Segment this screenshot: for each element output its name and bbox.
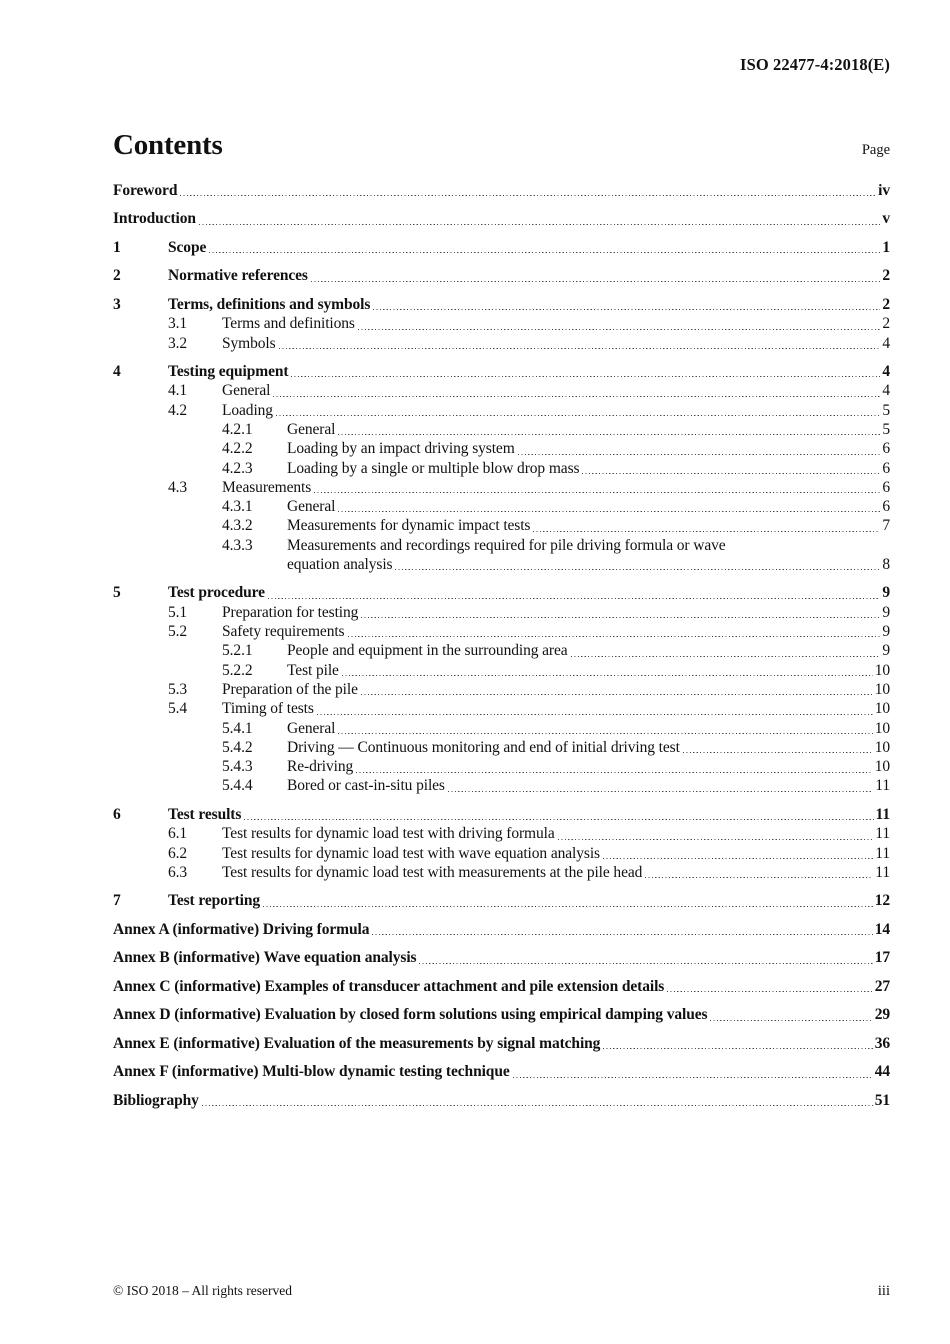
toc-page-number: 36 [874, 1034, 890, 1052]
folio-page-number: iii [877, 1283, 890, 1299]
toc-number: 5.3 [168, 680, 188, 698]
toc-number: 4.3.1 [222, 498, 253, 516]
toc-entry[interactable] [113, 738, 890, 757]
toc-entry[interactable] [113, 209, 890, 228]
toc-dotted-leader [317, 699, 873, 718]
toc-dotted-leader [358, 314, 880, 333]
toc-page-number: 6 [882, 498, 890, 516]
toc-label: Test results for dynamic load test with driving formula [222, 825, 555, 843]
toc-page-number: 4 [882, 382, 890, 400]
toc-entry[interactable] [113, 863, 890, 882]
toc-entry[interactable] [113, 1005, 890, 1024]
toc-entry[interactable] [113, 1034, 890, 1053]
toc-label-part: Annex E [113, 1034, 174, 1052]
toc-dotted-leader [273, 381, 880, 400]
toc-dotted-leader [558, 824, 874, 843]
toc-page-number: 10 [874, 758, 890, 776]
toc-entry[interactable] [113, 948, 890, 967]
toc-entry[interactable] [113, 334, 890, 353]
toc-entry[interactable] [113, 757, 890, 776]
toc-number: 5 [113, 584, 121, 602]
toc-entry[interactable] [113, 381, 890, 400]
toc-entry[interactable] [113, 478, 890, 497]
toc-dotted-leader [263, 891, 873, 910]
toc-label: Measurements [222, 478, 312, 496]
toc-number: 5.1 [168, 603, 188, 621]
toc-label: Loading by an impact driving system [287, 440, 515, 458]
toc-label: General [287, 719, 336, 737]
toc-label: General [222, 382, 271, 400]
toc-label-part: Multi-blow dynamic testing technique [262, 1063, 510, 1081]
toc-label: Test results [168, 805, 242, 823]
toc-number: 4.2 [168, 401, 188, 419]
toc-page-number: 11 [875, 863, 890, 881]
toc-label: Test results for dynamic load test with measurements at the pile head [222, 863, 643, 881]
page-footer [113, 1283, 890, 1300]
toc-label: Terms and definitions [222, 315, 355, 333]
toc-page-number: 10 [874, 738, 890, 756]
toc-entry[interactable] [113, 362, 890, 381]
toc-entry[interactable] [113, 555, 890, 574]
toc-label: Introduction [113, 210, 196, 228]
toc-number: 6.3 [168, 863, 188, 881]
toc-dotted-leader [338, 719, 872, 738]
toc-label: Test results for dynamic load test with wave equation analysis [222, 844, 600, 862]
toc-entry[interactable] [113, 891, 890, 910]
toc-label: Driving — Continuous monitoring and end of initial driving test [287, 738, 680, 756]
page-title: Contents [113, 129, 223, 161]
toc-number: 5.2 [168, 623, 188, 641]
toc-dotted-leader [348, 622, 881, 641]
toc-page-number: 9 [882, 642, 890, 660]
toc-entry[interactable] [113, 719, 890, 738]
toc-dotted-leader [373, 295, 880, 314]
toc-entry[interactable] [113, 1062, 890, 1081]
toc-number: 5.4 [168, 700, 188, 718]
toc-label-part: Examples of transducer attachment and pile extension details [264, 977, 665, 995]
toc-label-part: Evaluation of the measurements by signal matching [263, 1034, 601, 1052]
toc-number: 4.3.2 [222, 517, 253, 535]
toc-label: Terms, definitions and symbols [168, 295, 371, 313]
toc-entry[interactable] [113, 536, 890, 555]
toc-page-number: 27 [874, 977, 890, 995]
toc-page-number: 8 [882, 555, 890, 573]
toc-dotted-leader [518, 439, 881, 458]
toc-dotted-leader [279, 334, 881, 353]
toc-entry[interactable] [113, 497, 890, 516]
toc-dotted-leader [268, 583, 880, 602]
toc-dotted-leader [683, 738, 873, 757]
toc-number: 3.1 [168, 315, 188, 333]
toc-number: 5.2.2 [222, 661, 253, 679]
toc-page-number: 2 [882, 315, 890, 333]
toc-page-number: 9 [882, 584, 890, 602]
toc-entry[interactable] [113, 603, 890, 622]
toc-label: People and equipment in the surrounding area [287, 642, 568, 660]
toc-dotted-leader [338, 420, 880, 439]
toc-entry[interactable] [113, 295, 890, 314]
toc-dotted-leader [513, 1062, 873, 1081]
toc-number: 6.1 [168, 825, 188, 843]
toc-number: 7 [113, 892, 121, 910]
toc-page-number: 17 [874, 949, 890, 967]
toc-label-part: Annex D [113, 1006, 175, 1024]
toc-page-number: 11 [875, 844, 890, 862]
toc-dotted-leader [276, 401, 880, 420]
toc-dotted-leader [603, 1034, 872, 1053]
toc-dotted-leader [571, 641, 881, 660]
toc-dotted-leader [533, 516, 880, 535]
toc-number: 4.3 [168, 478, 188, 496]
toc-page-number: 2 [882, 295, 890, 313]
toc-number: 4.2.1 [222, 420, 253, 438]
toc-page-number: 2 [882, 267, 890, 285]
toc-label: Timing of tests [222, 700, 314, 718]
toc-number: 3 [113, 295, 121, 313]
toc-entry[interactable] [113, 238, 890, 257]
toc-page-number: 6 [882, 440, 890, 458]
toc-dotted-leader [582, 459, 880, 478]
toc-entry[interactable] [113, 680, 890, 699]
toc-number: 3.2 [168, 334, 188, 352]
toc-label: Safety requirements [222, 623, 345, 641]
toc-entry[interactable] [113, 776, 890, 795]
toc-label: Symbols [222, 334, 276, 352]
toc-number: 1 [113, 238, 121, 256]
toc-dotted-leader [395, 555, 880, 574]
toc-page-number: 5 [882, 401, 890, 419]
toc-entry[interactable] [113, 844, 890, 863]
toc-label: General [287, 498, 336, 516]
toc-entry[interactable] [113, 439, 890, 458]
toc-entry[interactable] [113, 401, 890, 420]
toc-page-number: 10 [874, 700, 890, 718]
toc-page-number: 10 [874, 719, 890, 737]
toc-label: Bored or cast-in-situ piles [287, 777, 445, 795]
toc-label: Preparation of the pile [222, 680, 358, 698]
toc-dotted-leader [419, 948, 872, 967]
toc-label-part: Annex F [113, 1063, 172, 1081]
toc-page-number: 10 [874, 661, 890, 679]
toc-entry[interactable] [113, 699, 890, 718]
toc-label: Loading [222, 401, 273, 419]
toc-label-part: Wave equation analysis [263, 949, 417, 967]
toc-page-number: 1 [882, 238, 890, 256]
toc-page-number: 7 [882, 517, 890, 535]
toc-page-number: 4 [882, 363, 890, 381]
toc-dotted-leader [603, 844, 873, 863]
toc-number: 5.2.1 [222, 642, 253, 660]
toc-entry[interactable] [113, 266, 890, 285]
toc-page-number: 11 [875, 825, 890, 843]
page-column-label: Page [861, 142, 890, 158]
toc-number: 5.4.2 [222, 738, 253, 756]
toc-label: Loading by a single or multiple blow drop mass [287, 459, 580, 477]
toc-label: Preparation for testing [222, 603, 359, 621]
toc-label-part: (informative) [172, 920, 263, 938]
toc-label: Foreword [113, 182, 178, 199]
toc-label-part: (informative) [174, 1006, 265, 1024]
toc-dotted-leader [448, 776, 873, 795]
toc-entry[interactable] [113, 977, 890, 996]
toc-label-part: Annex A [113, 920, 173, 938]
toc-label: Measurements for dynamic impact tests [287, 517, 531, 535]
toc-entry[interactable] [113, 824, 890, 843]
toc-label: Bibliography [113, 1091, 199, 1109]
toc-label-part: Evaluation by closed form solutions using empirical damping values [264, 1006, 708, 1024]
toc-entry[interactable] [113, 805, 890, 824]
toc-dotted-leader [361, 680, 873, 699]
toc-page-number: 11 [875, 805, 890, 823]
toc-label: Normative references [168, 267, 308, 285]
toc-entry[interactable] [113, 516, 890, 535]
toc-dotted-leader [202, 1091, 873, 1110]
toc-label-part: (informative) [174, 977, 265, 995]
toc-page-number: 12 [874, 892, 890, 910]
toc-entry[interactable] [113, 622, 890, 641]
toc-number: 5.4.4 [222, 777, 253, 795]
document-reference: ISO 22477-4:2018(E) [740, 55, 890, 74]
toc-dotted-leader [667, 977, 872, 996]
toc-page-number: 51 [874, 1091, 890, 1109]
toc-label: Test reporting [168, 892, 261, 910]
toc-page-number: 6 [882, 459, 890, 477]
toc-dotted-leader [180, 181, 876, 200]
toc-label: General [287, 420, 336, 438]
toc-entry[interactable] [113, 314, 890, 333]
toc-number: 6.2 [168, 844, 188, 862]
toc-label-part: (informative) [173, 1034, 264, 1052]
toc-page-number: 5 [882, 420, 890, 438]
toc-number: 4.2.3 [222, 459, 253, 477]
toc-number: 4 [113, 363, 121, 381]
toc-dotted-leader [342, 661, 873, 680]
toc-dotted-leader [199, 209, 880, 228]
toc-page-number: 11 [875, 777, 890, 795]
toc-number: 4.1 [168, 382, 188, 400]
toc-entry[interactable] [113, 420, 890, 439]
toc-label: equation analysis [287, 555, 393, 573]
toc-entry[interactable] [113, 1091, 890, 1110]
toc-label: Test pile [287, 661, 339, 679]
toc-label: Scope [168, 238, 207, 256]
toc-entry[interactable] [113, 583, 890, 602]
toc-dotted-leader [338, 497, 880, 516]
toc-page-number: 44 [874, 1063, 890, 1081]
toc-label-part: (informative) [171, 1063, 263, 1081]
toc-label-part: (informative) [173, 949, 264, 967]
toc-label-part: Annex B [113, 949, 174, 967]
toc-page-number: 4 [882, 334, 890, 352]
toc-number: 2 [113, 267, 121, 285]
toc-dotted-leader [645, 863, 873, 882]
toc-entry[interactable] [113, 920, 890, 939]
toc-page-number: 10 [874, 680, 890, 698]
toc-page-number: iv [878, 182, 890, 199]
toc-page-number: 14 [874, 920, 890, 938]
toc-entry[interactable] [113, 181, 890, 200]
toc-dotted-leader [356, 757, 873, 776]
toc-entry[interactable] [113, 459, 890, 478]
toc-number: 5.4.3 [222, 758, 253, 776]
toc-dotted-leader [710, 1005, 872, 1024]
toc-page-number: v [882, 210, 890, 228]
toc-dotted-leader [314, 478, 880, 497]
toc-dotted-leader [209, 238, 880, 257]
toc-dotted-leader [291, 362, 880, 381]
toc-page-number: 6 [882, 478, 890, 496]
toc-list [113, 181, 890, 1110]
toc-dotted-leader [361, 603, 880, 622]
toc-entry[interactable] [113, 641, 890, 660]
toc-page-number: 29 [874, 1006, 890, 1024]
copyright-notice: © ISO 2018 – All rights reserved [113, 1283, 292, 1298]
toc-label: Re-driving [287, 758, 354, 776]
toc-number: 4.3.3 [222, 536, 253, 554]
toc-page-number: 9 [882, 623, 890, 641]
toc-label-part: Annex C [113, 977, 175, 995]
toc-label: Measurements and recordings required for pile driving formula or wave [287, 536, 726, 554]
toc-number: 4.2.2 [222, 440, 253, 458]
toc-label: Testing equipment [168, 363, 289, 381]
toc-dotted-leader [311, 266, 880, 285]
toc-dotted-leader [372, 920, 872, 939]
toc-label: Test procedure [168, 584, 265, 602]
toc-entry[interactable] [113, 661, 890, 680]
contents-title-row [113, 128, 890, 162]
toc-number: 6 [113, 805, 121, 823]
toc-dotted-leader [244, 805, 873, 824]
toc-number: 5.4.1 [222, 719, 253, 737]
toc-page-number: 9 [882, 603, 890, 621]
toc-label-part: Driving formula [262, 920, 370, 938]
